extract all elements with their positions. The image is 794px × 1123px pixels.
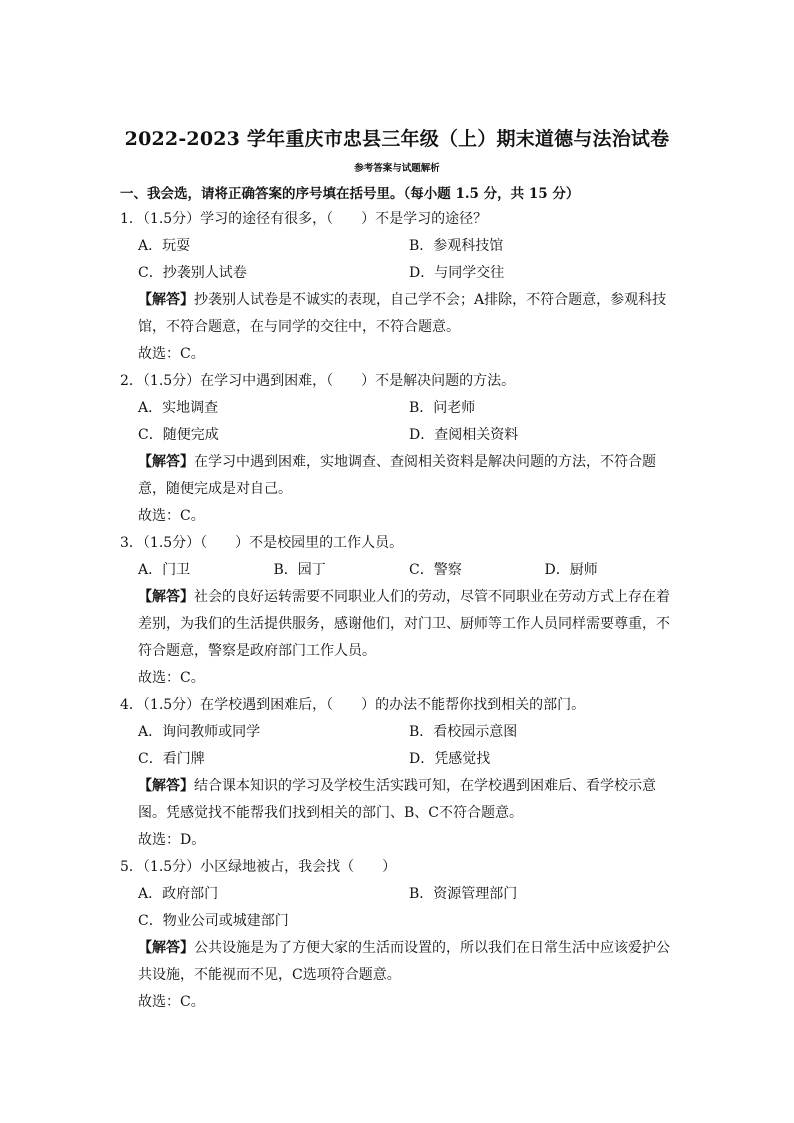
analysis-tag: 【解答】 xyxy=(138,292,194,308)
option-a: A．实地调查 xyxy=(138,400,219,416)
option-b: B．资源管理部门 xyxy=(409,886,518,902)
question-3 xyxy=(120,530,680,692)
option-b: B．园丁 xyxy=(273,562,326,578)
analysis-text: 结合课本知识的学习及学校生活实践可知，在学校遇到困难后、看学校示意图。凭感觉找不能帮我们找到相关的部门、B、C不符合题意。 xyxy=(138,778,656,821)
options-row xyxy=(120,422,680,449)
option-c: C．警察 xyxy=(409,562,462,578)
answer-line: 故选：C。 xyxy=(138,508,205,524)
analysis-block xyxy=(120,287,680,341)
option-d: D．凭感觉找 xyxy=(409,751,491,767)
option-b: B．参观科技馆 xyxy=(409,238,504,254)
options-row xyxy=(120,746,680,773)
option-a: A．询问教师或同学 xyxy=(138,724,261,740)
option-a: A．门卫 xyxy=(138,562,191,578)
option-a: A．玩耍 xyxy=(138,238,191,254)
question-stem: 2．（1.5分）在学习中遇到困难，（ ）不是解决问题的方法。 xyxy=(120,373,516,389)
analysis-tag: 【解答】 xyxy=(138,778,194,794)
options-row xyxy=(120,881,680,908)
page-subtitle: 参考答案与试题解析 xyxy=(354,163,440,174)
options-row xyxy=(120,719,680,746)
option-c: C．抄袭别人试卷 xyxy=(138,265,247,281)
options-row xyxy=(120,395,680,422)
question-stem: 5．（1.5分）小区绿地被占，我会找（ ） xyxy=(120,859,397,875)
answer-line: 故选：C。 xyxy=(138,670,205,686)
question-4 xyxy=(120,692,680,854)
analysis-block xyxy=(120,773,680,827)
option-c: C．看门牌 xyxy=(138,751,205,767)
page-title: 2022-2023 学年重庆市忠县三年级（上）期末道德与法治试卷 xyxy=(124,128,670,150)
option-b: B．看校园示意图 xyxy=(409,724,518,740)
question-stem: 4．（1.5分）在学校遇到困难后，（ ）的办法不能帮你找到相关的部门。 xyxy=(120,697,586,713)
question-stem: 1．（1.5分）学习的途径有很多，（ ）不是学习的途径？ xyxy=(120,211,488,227)
options-row xyxy=(120,260,680,287)
question-1 xyxy=(120,206,680,368)
answer-line: 故选：D。 xyxy=(138,832,206,848)
question-stem: 3．（1.5分）（ ）不是校园里的工作人员。 xyxy=(120,535,404,551)
analysis-text: 抄袭别人试卷是不诚实的表现，自己学不会；A排除，不符合题意，参观科技馆，不符合题意，在与同学的交往中，不符合题意。 xyxy=(138,292,667,335)
analysis-tag: 【解答】 xyxy=(138,940,194,956)
answer-line: 故选：C。 xyxy=(138,346,205,362)
analysis-text: 在学习中遇到困难，实地调查、查阅相关资料是解决问题的方法，不符合题意，随便完成是对自己。 xyxy=(138,454,656,497)
options-row xyxy=(120,908,680,935)
option-d: D．与同学交往 xyxy=(409,265,505,281)
analysis-block xyxy=(120,449,680,503)
analysis-tag: 【解答】 xyxy=(138,454,194,470)
options-row xyxy=(120,233,680,260)
question-2 xyxy=(120,368,680,530)
analysis-tag: 【解答】 xyxy=(138,589,194,605)
analysis-block xyxy=(120,935,680,989)
analysis-text: 社会的良好运转需要不同职业人们的劳动，尽管不同职业在劳动方式上存在着差别，为我们的生活提供服务，感谢他们，对门卫、厨师等工作人员同样需要尊重，不符合题意，警察是政府部门工作人员。 xyxy=(138,589,670,659)
options-row xyxy=(120,557,680,584)
question-list xyxy=(120,206,680,1016)
option-d: D．查阅相关资料 xyxy=(409,427,519,443)
option-b: B．问老师 xyxy=(409,400,476,416)
option-c: C．物业公司或城建部门 xyxy=(138,913,289,929)
section-heading: 一、我会选，请将正确答案的序号填在括号里。（每小题 1.5 分，共 15 分） xyxy=(120,186,580,202)
option-a: A．政府部门 xyxy=(138,886,219,902)
answer-line: 故选：C。 xyxy=(138,994,205,1010)
analysis-text: 公共设施是为了方便大家的生活而设置的，所以我们在日常生活中应该爱护公共设施，不能视而不见，C选项符合题意。 xyxy=(138,940,670,983)
option-d: D．厨师 xyxy=(544,562,598,578)
option-c: C．随便完成 xyxy=(138,427,219,443)
question-5 xyxy=(120,854,680,1016)
analysis-block xyxy=(120,584,680,665)
